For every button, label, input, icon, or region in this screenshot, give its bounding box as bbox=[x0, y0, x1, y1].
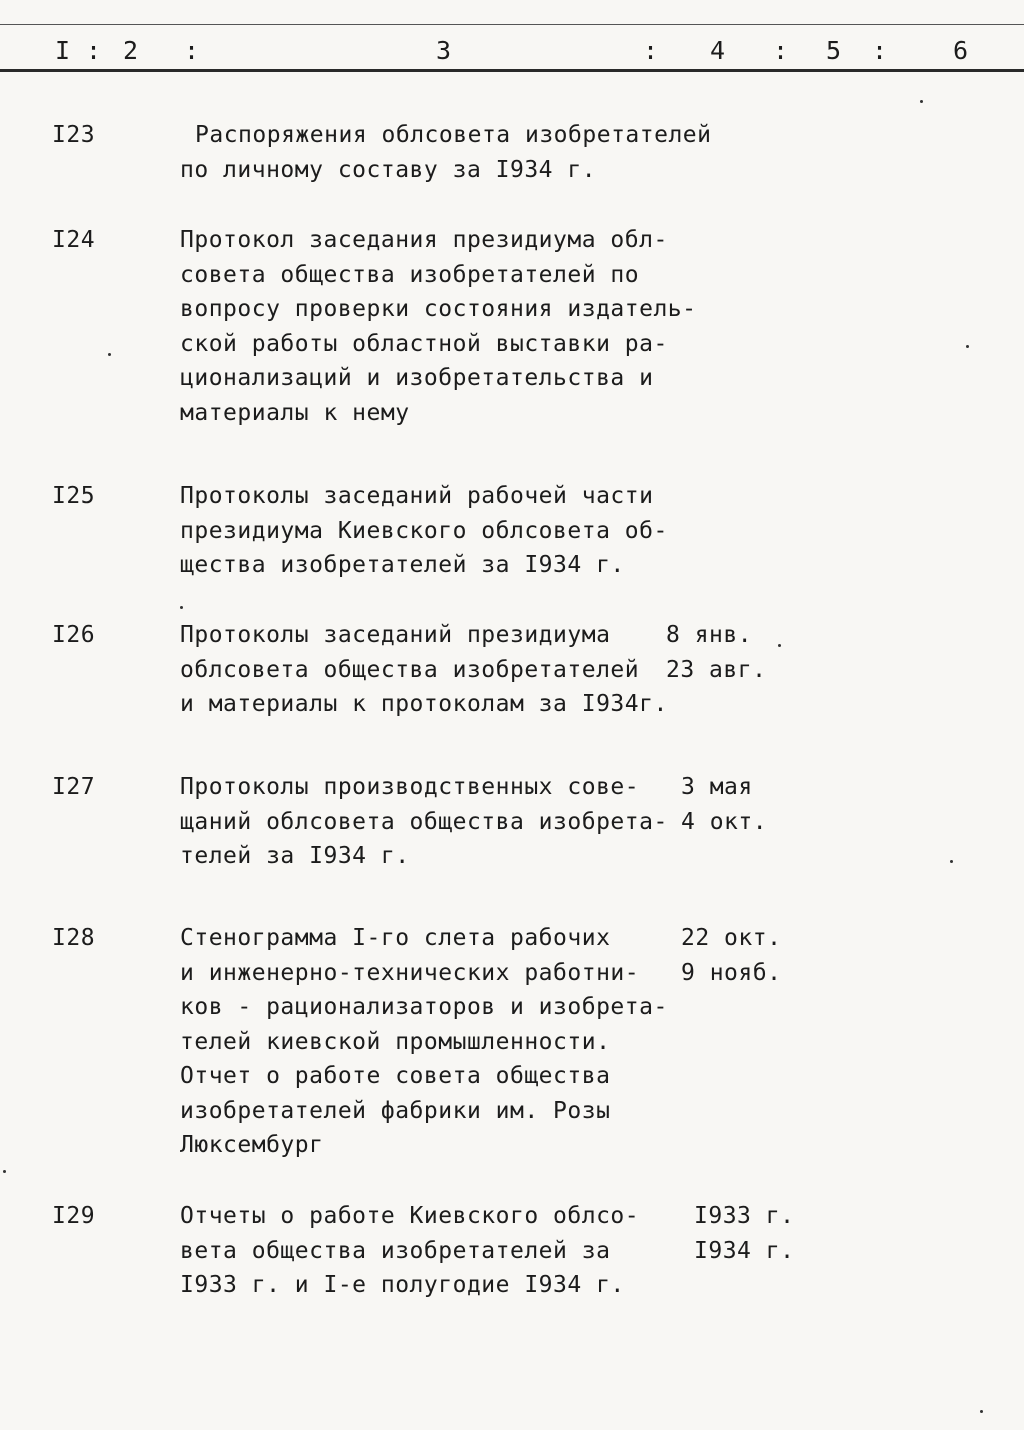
entry-title-line: Протокол заседания президиума обл- bbox=[180, 227, 668, 253]
header-top-rule bbox=[0, 24, 1024, 25]
column-header-5: 5 bbox=[826, 36, 842, 65]
entry-dates bbox=[666, 618, 766, 687]
entry-title-line: и инженерно-технических работни- bbox=[180, 959, 640, 986]
entry-title-line: телей киевской промышленности. bbox=[180, 1028, 611, 1055]
column-separator: : bbox=[184, 36, 200, 65]
entry-title-line: щаний облсовета общества изобрета- bbox=[180, 808, 668, 835]
entry-title-line: Люксембург bbox=[180, 1132, 324, 1158]
entry-dates bbox=[681, 770, 767, 839]
entry-title bbox=[180, 479, 680, 583]
header-bottom-rule bbox=[0, 69, 1024, 72]
entry-title-line: Протоколы заседаний рабочей части bbox=[180, 483, 654, 509]
entry-title-line: изобретателей фабрики им. Розы bbox=[180, 1097, 611, 1124]
column-separator: : bbox=[872, 36, 888, 65]
entry-title-line: телей за I934 г. bbox=[180, 843, 410, 869]
column-separator: : bbox=[86, 36, 102, 65]
entry-date-start: I933 г. bbox=[694, 1203, 795, 1229]
column-separator: : bbox=[773, 36, 789, 65]
entry-number: I29 bbox=[52, 1203, 96, 1229]
entry-title-line: вопросу проверки состояния издатель- bbox=[180, 296, 697, 322]
entry-number: I25 bbox=[52, 483, 96, 509]
entry-title-line: ционализаций и изобретательства и bbox=[180, 365, 654, 391]
entry-title bbox=[180, 921, 680, 1163]
entry-date-start: 3 мая bbox=[681, 774, 753, 800]
column-header-4: 4 bbox=[710, 36, 726, 65]
entry-date-start: 8 янв. bbox=[666, 622, 753, 648]
entry-date-end: I934 г. bbox=[694, 1237, 795, 1264]
entry-title-line: ской работы областной выставки ра- bbox=[180, 330, 668, 357]
entry-title-line: щества изобретателей за I934 г. bbox=[180, 552, 625, 578]
entry-title bbox=[180, 770, 680, 874]
column-header-3: 3 bbox=[436, 36, 452, 65]
entry-date-end: 23 авг. bbox=[666, 656, 767, 683]
entry-date-start: 22 окт. bbox=[681, 925, 782, 951]
entry-number: I27 bbox=[52, 774, 96, 800]
entry-title-line: и материалы к протоколам за I934г. bbox=[180, 691, 668, 717]
entry-title-line: I933 г. и I-е полугодие I934 г. bbox=[180, 1272, 625, 1298]
entry-title-line: ков - рационализаторов и изобрета- bbox=[180, 994, 668, 1020]
entry-title-line: совета общества изобретателей по bbox=[180, 261, 640, 288]
entry-title-line: Протоколы производственных сове- bbox=[180, 774, 640, 800]
entry-title-line: президиума Киевского облсовета об- bbox=[180, 517, 668, 544]
entry-title-line: Протоколы заседаний президиума bbox=[180, 622, 611, 648]
entry-title bbox=[180, 618, 680, 722]
entry-dates bbox=[681, 921, 781, 990]
entry-number: I26 bbox=[52, 622, 96, 648]
column-header-2: 2 bbox=[123, 36, 139, 65]
entry-number: I28 bbox=[52, 925, 96, 951]
entry-title-line: Отчет о работе совета общества bbox=[180, 1063, 611, 1089]
entry-date-end: 4 окт. bbox=[681, 808, 768, 835]
entry-title-line: Распоряжения облсовета изобретателей bbox=[195, 122, 712, 148]
entry-number: I23 bbox=[52, 122, 96, 148]
entry-dates bbox=[694, 1199, 794, 1268]
entry-title bbox=[180, 1199, 680, 1303]
entry-title-line: по личному составу за I934 г. bbox=[180, 156, 597, 183]
entry-title-line: вета общества изобретателей за bbox=[180, 1237, 611, 1264]
entry-number: I24 bbox=[52, 227, 96, 253]
entry-title bbox=[180, 118, 712, 187]
entry-title-line: Отчеты о работе Киевского облсо- bbox=[180, 1203, 640, 1229]
entry-title bbox=[180, 223, 697, 430]
entry-title-line: материалы к нему bbox=[180, 399, 410, 426]
column-header-1: I bbox=[55, 36, 71, 65]
entry-date-end: 9 нояб. bbox=[681, 959, 782, 986]
entry-title-line: облсовета общества изобретателей bbox=[180, 656, 640, 683]
column-header-6: 6 bbox=[953, 36, 969, 65]
entry-title-line: Стенограмма I-го слета рабочих bbox=[180, 925, 611, 951]
column-separator: : bbox=[643, 36, 659, 65]
